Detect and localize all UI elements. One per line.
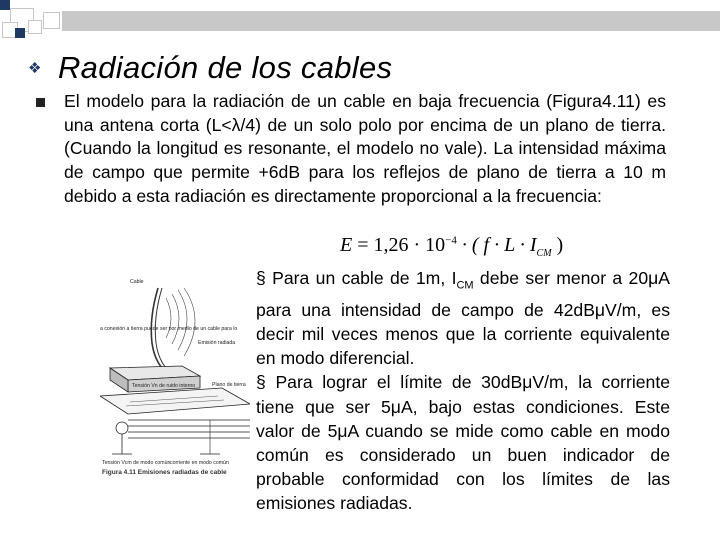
formula-coef: = 1,26 · 10 (357, 234, 446, 256)
point2-marker: § (256, 372, 266, 393)
title-row (28, 48, 392, 88)
point1-marker: § (256, 268, 266, 288)
figure-label-emision: Emisión radiada (198, 340, 236, 346)
point1-text-b: debe ser menor a 20μA para una intensidad de campo de 42dBμV/m, es decir mil veces menos que la corriente equivalente en modo diferencial. (256, 268, 670, 369)
header-bar (62, 11, 720, 31)
figure-label-tension-ruido: Tensión Vn de ruido interno (132, 383, 196, 389)
corner-square (15, 28, 25, 38)
formula (340, 234, 563, 259)
figure-label-corriente: corriente en modo común (170, 460, 229, 466)
point1-subscript: CM (456, 279, 474, 292)
radiation-arc (184, 288, 195, 356)
point2-text: Para lograr el límite de 30dBμV/m, la corriente tiene que ser 5μA, bajo estas condiciones. Este valor de 5μA cuando se mide como cable en modo común es considerado un buen indicador de probable conformidad con los límites de las emisiones radiadas. (256, 372, 670, 514)
figure-label-conexion: a conexión a tierra puede ser por medio de un cable para lo (100, 326, 238, 332)
right-column-text (256, 266, 670, 516)
formula-subscript: CM (536, 248, 552, 259)
radiation-arc (172, 294, 179, 344)
source-icon (116, 422, 128, 434)
formula-close: ) (551, 234, 564, 256)
figure-caption: Figura 4.11 Emisiones radiadas de cable (102, 469, 227, 476)
body-paragraph: El modelo para la radiación de un cable en baja frecuencia (Figura4.11) es una antena corta (L<λ/4) de un solo polo por encima de un plano de tierra. (Cuando la longitud es resonante, el modelo no vale). La intensidad máxima de campo que permite +6dB para los reflejos de plano de tierra a 10 m debido a esta radiación es directamente proporcional a la frecuencia: (64, 91, 666, 206)
corner-square (28, 20, 42, 34)
figure-label-plano: Plano de tierra (212, 382, 246, 388)
formula-factor: · ( f · L · I (456, 234, 537, 256)
square-bullet-icon (36, 98, 45, 107)
diamond-bullet-icon: ❖ (28, 60, 42, 77)
slide-title: Radiación de los cables (58, 50, 393, 85)
radiation-arc (178, 290, 187, 350)
radiation-arc (166, 298, 171, 338)
point1-text-a: Para un cable de 1m, I (265, 268, 457, 288)
formula-lhs: E (340, 234, 353, 256)
ground-plane (100, 388, 250, 414)
corner-square (0, 0, 10, 10)
corner-square (43, 12, 60, 29)
formula-exponent: −4 (445, 234, 457, 247)
figure-label-cable: Cable (130, 279, 144, 285)
figure-label-tension-cm: Tensión Vcm de modo común (102, 460, 171, 466)
cable-emission-figure (100, 268, 250, 490)
